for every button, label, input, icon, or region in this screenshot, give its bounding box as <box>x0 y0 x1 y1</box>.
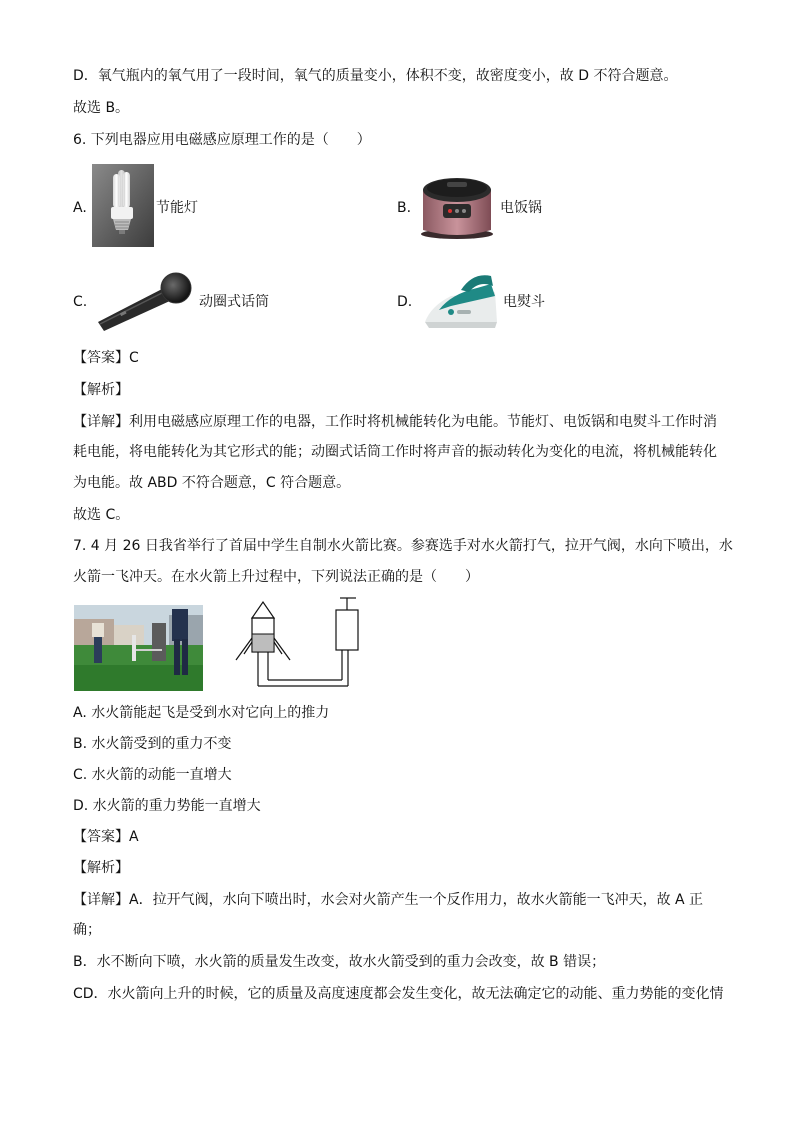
q7-detail-line-3: B．水不断向下喷，水火箭的质量发生改变，故水火箭受到的重力会改变，故 B 错误； <box>73 954 606 970</box>
q6-option-c-name: 动圈式话筒 <box>199 294 269 310</box>
energy-saving-lamp-image <box>92 164 154 247</box>
q7-detail-line-1: 【详解】A．拉开气阀，水向下喷出时，水会对火箭产生一个反作用力，故水火箭能一飞冲天，故 A 正 <box>73 892 704 908</box>
q6-answer-value: C <box>129 350 139 366</box>
q6-detail-line-2: 耗电能，将电能转化为其它形式的能；动圈式话筒工作时将声音的振动转化为变化的电流，将机械能转化 <box>73 444 717 460</box>
q6-stem: 6. 下列电器应用电磁感应原理工作的是（ ） <box>73 132 371 148</box>
q7-detail-line-4: CD．水火箭向上升的时候，它的质量及高度速度都会发生变化，故无法确定它的动能、重力势能的变化情 <box>73 986 724 1002</box>
q7-answer-tag: 【答案】 <box>73 829 129 845</box>
q7-answer-value: A <box>129 829 139 845</box>
q7-option-a: A. 水火箭能起飞是受到水对它向上的推力 <box>73 705 330 721</box>
q7-option-c: C. 水火箭的动能一直增大 <box>73 767 232 783</box>
q6-analysis-heading: 【解析】 <box>73 382 129 398</box>
q6-option-d-name: 电熨斗 <box>503 294 545 310</box>
q6-answer-tag: 【答案】 <box>73 350 129 366</box>
electric-iron-image <box>421 266 501 336</box>
water-rocket-photo <box>74 605 203 691</box>
q7-option-b: B. 水火箭受到的重力不变 <box>73 736 232 752</box>
q6-option-a-name: 节能灯 <box>156 200 198 216</box>
q6-option-b-name: 电饭锅 <box>500 200 542 216</box>
q6-detail-line-1: 【详解】利用电磁感应原理工作的电器，工作时将机械能转化为电能。节能灯、电饭锅和电熨斗工作时消 <box>73 414 717 430</box>
q7-detail-line-2: 确； <box>73 922 101 938</box>
q6-option-c-label: C. <box>73 294 88 310</box>
q7-stem-line-1: 7. 4 月 26 日我省举行了首届中学生自制水火箭比赛。参赛选手对水火箭打气，拉开气阀，水向下喷出，水 <box>73 538 733 554</box>
rice-cooker-image <box>417 168 497 241</box>
q6-detail-line-3: 为电能。故 ABD 不符合题意，C 符合题意。 <box>73 475 351 491</box>
q5-selection: 故选 B。 <box>73 100 130 116</box>
water-rocket-diagram <box>232 594 366 690</box>
q7-option-d: D. 水火箭的重力势能一直增大 <box>73 798 261 814</box>
microphone-image <box>92 268 196 336</box>
q7-analysis-heading: 【解析】 <box>73 860 129 876</box>
q5-option-d-explanation: D．氧气瓶内的氧气用了一段时间，氧气的质量变小，体积不变，故密度变小，故 D 不符合题意。 <box>73 68 678 84</box>
q7-answer <box>73 828 139 846</box>
q7-stem-line-2: 火箭一飞冲天。在水火箭上升过程中，下列说法正确的是（ ） <box>73 569 479 585</box>
q6-option-a-label: A. <box>73 200 87 216</box>
q6-option-d-label: D. <box>397 294 413 310</box>
q6-option-b-label: B. <box>397 200 412 216</box>
q6-answer <box>73 349 139 367</box>
q6-selection: 故选 C。 <box>73 507 130 523</box>
